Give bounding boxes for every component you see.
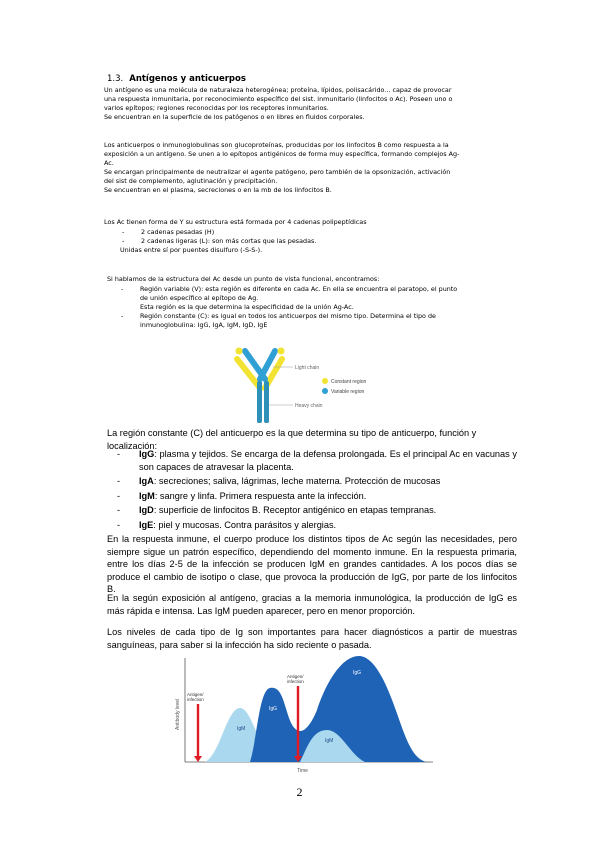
antibody-diagram	[225, 345, 370, 430]
x-axis-label: Time	[297, 768, 308, 774]
constant-region-paragraph: La región constante (C) del anticuerpo es la que determina su tipo de anticuerpo, función y localización:	[107, 428, 477, 451]
text-line: del sist de complemento, aglutinación y precipitación.	[104, 177, 278, 186]
antigen-label-1b: infection	[187, 697, 204, 702]
ig-item: - IgD: superficie de linfocitos B. Receptor antigénico en etapas tempranas.	[107, 504, 517, 517]
text-line: Si hablamos de la estructura del Ac desde un punto de vista funcional, encontramos:	[107, 275, 380, 283]
section-heading	[107, 74, 246, 84]
igm-label-1: IgM	[237, 726, 246, 732]
function-paragraph	[107, 275, 527, 331]
list-item: - 2 cadenas pesadas (H)	[118, 228, 524, 237]
antigen-paragraph	[104, 86, 524, 122]
text-line: Ac.	[104, 159, 114, 168]
diagnosis-paragraph: Los niveles de cada tipo de Ig son importantes para hacer diagnósticos a partir de muestras sanguíneas, para saber si la infección ha sido reciente o pasada.	[107, 627, 517, 650]
antigen-arrowhead-1	[194, 756, 202, 762]
ig-item: - IgG: plasma y tejidos. Se encarga de la defensa prolongada. Es el principal Ac en vacunas y son capaces de atravesar la placenta.	[107, 448, 517, 473]
text-line: Un antígeno es una molécula de naturaleza heterogénea; proteína, lípidos, polisacárido... capaz de provocar	[104, 86, 452, 94]
region-list	[107, 285, 527, 330]
variable-legend-marker	[322, 388, 328, 394]
list-item: - Región constante (C): es igual en todos los anticuerpos del mismo tipo. Determina el tipo de inmunoglobulina: IgG, IgA, IgM, IgD, IgE	[117, 312, 527, 330]
antigen-label-1a: Antigen/	[187, 692, 204, 697]
text-line: Se encuentran en la superficie de los patógenos o en libres en fluidos corporales.	[104, 113, 365, 122]
text-line: exposición a un antígeno. Se unen a lo epítopos antigénicos de forma muy específica, formando complejos Ag-	[104, 150, 460, 159]
text-line: varios epítopos; regiones reconocidas por los receptores inmunitarios.	[104, 104, 329, 113]
igg-label-1: IgG	[269, 706, 278, 712]
ig-item: - IgA: secreciones; saliva, lágrimas, leche materna. Protección de mucosas	[107, 475, 517, 488]
antigen-label-2b: infection	[287, 679, 304, 684]
ig-item: - IgE: piel y mucosas. Contra parásitos y alergias.	[107, 519, 517, 532]
section-number: 1.3.	[107, 74, 124, 84]
igm-label-2: IgM	[325, 738, 334, 744]
text-line: Unidas entre sí por puentes disulfuro (-S-S-).	[120, 246, 263, 255]
immune-response-paragraph: En la respuesta inmune, el cuerpo produce los distintos tipos de Ac según las necesidades, pero siempre sigue un patrón específico, dependiendo del momento inmune. En la respuesta primaria, entre los días 2-5 de la infección se producen IgM en grandes cantidades. A los pocos días se produce el cambio de isotipo o clase, que provoca la producción de IgG, por parte de los linfocitos B.	[107, 534, 517, 595]
text-line: Se encuentran en el plasma, secreciones o en la mb de los linfocitos B.	[104, 186, 332, 195]
heavy-chain-label: Heavy chain	[295, 403, 323, 409]
antigen-label-2a: Antigen/	[287, 674, 304, 679]
igg-label-2: IgG	[353, 670, 362, 676]
text-line: Los Ac tienen forma de Y su estructura está formada por 4 cadenas polipeptídicas	[104, 218, 367, 226]
list-item: - Región variable (V): esta región es diferente en cada Ac. En ella se encuentra el paratopo, el punto de unión específico al epítopo de Ag. Esta región es la que determina la especificidad de la unión Ag-Ac.	[117, 285, 527, 312]
antibody-y-shape	[236, 348, 285, 424]
y-axis-label: Antibody level	[175, 698, 181, 730]
constant-region-label: Constant region	[331, 379, 367, 385]
text-line: Los anticuerpos o inmunoglobulinas son glucoproteínas, producidas por los linfocitos B como respuesta a la	[104, 141, 449, 149]
antibody-response-chart	[165, 650, 440, 778]
page-number: 2	[296, 785, 303, 799]
ig-class-list	[107, 448, 517, 534]
variable-region-label: Variable region	[331, 389, 365, 395]
chain-list	[104, 228, 524, 246]
structure-paragraph	[104, 218, 524, 255]
antibody-paragraph	[104, 141, 524, 196]
ig-item: - IgM: sangre y linfa. Primera respuesta ante la infección.	[107, 490, 517, 503]
text-line: una respuesta inmunitaria, por reconocimiento específico del sist. inmunitario (linfocitos o Ac). Poseen uno o	[104, 95, 453, 104]
light-chain-label: Light chain	[295, 365, 320, 371]
second-exposure-paragraph: En la según exposición al antígeno, gracias a la memoria inmunológica, la producción de IgG es más rápida e intensa. Las IgM pueden aparecer, pero en menor proporción.	[107, 593, 517, 616]
list-item: - 2 cadenas ligeras (L): son más cortas que las pesadas.	[118, 237, 524, 246]
text-line: Se encargan principalmente de neutralizar el agente patógeno, pero también de la opsonización, activación	[104, 168, 451, 177]
section-title: Antígenos y anticuerpos	[129, 74, 246, 84]
constant-legend-marker	[322, 378, 328, 384]
